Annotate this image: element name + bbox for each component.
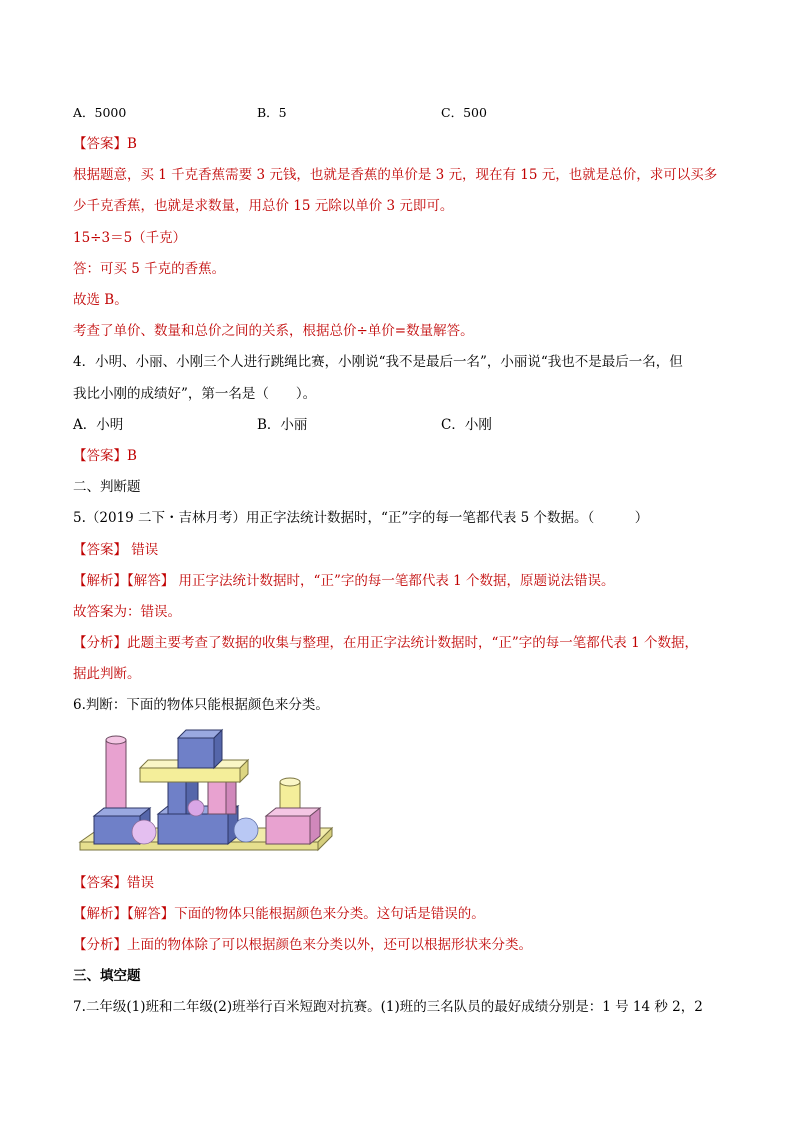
q4-answer: 【答案】B xyxy=(73,448,137,464)
q3-answer: 【答案】B xyxy=(73,136,137,152)
q5-analysis-line-1: 【分析】此题主要考查了数据的收集与整理，在用正字法统计数据时，“正”字的每一笔都代表 1 个数据， xyxy=(73,635,698,651)
top-blue-cube-front xyxy=(178,738,214,768)
right-pink-cube-front xyxy=(266,816,310,844)
q4-option-b: B．小丽 xyxy=(257,417,308,433)
q3-explain-line-4: 答：可买 5 千克的香蕉。 xyxy=(73,261,226,277)
yellow-bar-front xyxy=(140,768,240,782)
q3-explain-line-3: 15÷3＝5（千克） xyxy=(73,230,187,246)
q5-text: 5.（2019 二下・吉林月考）用正字法统计数据时，“正”字的每一笔都代表 5 个数据。（ ） xyxy=(73,510,649,526)
q3-explain-line-6: 考查了单价、数量和总价之间的关系，根据总价÷单价=数量解答。 xyxy=(73,323,474,339)
q3-explain-line-1: 根据题意，买 1 千克香蕉需要 3 元钱，也就是香蕉的单价是 3 元，现在有 15 元，也就是总价，求可以买多 xyxy=(73,167,718,183)
q3-option-b: B．5 xyxy=(257,105,287,120)
blue-ball-right xyxy=(234,818,258,842)
pillar-pink-right xyxy=(208,782,226,814)
q4-text-line-1: 4．小明、小丽、小刚三个人进行跳绳比赛，小刚说“我不是最后一名”，小丽说“我也不是最后一名，但 xyxy=(73,354,683,370)
left-pink-cylinder xyxy=(106,740,126,816)
q5-conclusion: 故答案为：错误。 xyxy=(73,604,181,620)
pillar-blue-left xyxy=(168,782,186,814)
center-blue-block-front xyxy=(158,814,228,844)
q3-option-c: C．500 xyxy=(441,105,487,120)
q4-text-line-2: 我比小刚的成绩好”，第一名是（ ）。 xyxy=(73,386,317,402)
q6-answer: 【答案】错误 xyxy=(73,875,154,891)
q6-explanation: 【解析】【解答】下面的物体只能根据颜色来分类。这句话是错误的。 xyxy=(73,906,485,922)
pillar-pink-right-side xyxy=(226,782,236,814)
q7-text: 7.二年级(1)班和二年级(2)班举行百米短跑对抗赛。(1)班的三名队员的最好成绩分别是：1 号 14 秒 2，2 xyxy=(73,999,703,1015)
q5-answer: 【答案】 错误 xyxy=(73,542,159,558)
left-cylinder-top xyxy=(106,736,126,744)
q4-option-a: A．小明 xyxy=(73,417,124,433)
q5-analysis-line-2: 据此判断。 xyxy=(73,666,141,682)
q3-explain-line-2: 少千克香蕉，也就是求数量，用总价 15 元除以单价 3 元即可。 xyxy=(73,198,454,214)
q4-option-c: C．小刚 xyxy=(441,417,492,433)
q5-explanation: 【解析】【解答】 用正字法统计数据时，“正”字的每一笔都代表 1 个数据，原题说法错误。 xyxy=(73,573,615,589)
q6-analysis: 【分析】上面的物体除了可以根据颜色来分类以外，还可以根据形状来分类。 xyxy=(73,937,532,953)
q6-text: 6.判断：下面的物体只能根据颜色来分类。 xyxy=(73,697,329,713)
pink-ball-left xyxy=(132,820,156,844)
pink-ball-center xyxy=(188,800,204,816)
q3-option-a: A．5000 xyxy=(73,105,127,120)
section-3-title: 三、填空题 xyxy=(73,968,141,984)
building-blocks-figure xyxy=(70,724,336,860)
section-2-title: 二、判断题 xyxy=(73,479,141,495)
right-cylinder-top xyxy=(280,778,300,786)
q3-explain-line-5: 故选 B。 xyxy=(73,292,128,308)
